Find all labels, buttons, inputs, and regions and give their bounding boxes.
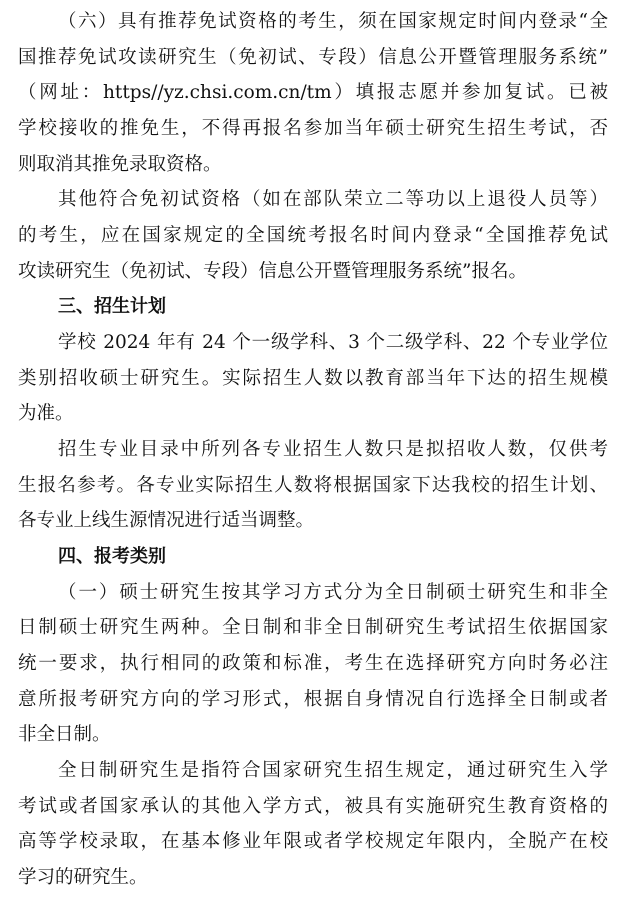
paragraph-line: 学习的研究生。 (18, 867, 148, 888)
paragraph-line: 全日制研究生是指符合国家研究生招生规定，通过研究生入学 (58, 760, 608, 781)
paragraph-line: 的考生，应在国家规定的全国统考报名时间内登录“全国推荐免试 (18, 225, 608, 246)
paragraph-line: 统一要求，执行相同的政策和标准，考生在选择研究方向时务必注 (18, 653, 608, 674)
paragraph-line: 各专业上线生源情况进行适当调整。 (18, 510, 315, 531)
paragraph-line: （一）硕士研究生按其学习方式分为全日制硕士研究生和非全 (58, 582, 608, 603)
paragraph-line: 国推荐免试攻读研究生（免初试、专段）信息公开暨管理服务系统” (18, 47, 608, 68)
paragraph-line: 则取消其推免录取资格。 (18, 154, 222, 175)
paragraph-line: （六）具有推荐免试资格的考生，须在国家规定时间内登录“全 (58, 11, 608, 32)
paragraph-line: 考试或者国家承认的其他入学方式，被具有实施研究生教育资格的 (18, 796, 608, 817)
section-heading: 四、报考类别 (58, 546, 166, 567)
paragraph-line: 学校接收的推免生，不得再报名参加当年硕士研究生招生考试，否 (18, 118, 608, 139)
paragraph-line: 日制硕士研究生两种。全日制和非全日制研究生考试招生依据国家 (18, 617, 608, 638)
paragraph-line: 非全日制。 (18, 724, 111, 745)
paragraph-line: 类别招收硕士研究生。实际招生人数以教育部当年下达的招生规模 (18, 368, 608, 389)
paragraph-line: 为准。 (18, 403, 74, 424)
paragraph-line: 招生专业目录中所列各专业招生人数只是拟招收人数，仅供考 (58, 439, 608, 460)
paragraph-line: 意所报考研究方向的学习形式，根据自身情况自行选择全日制或者 (18, 689, 608, 710)
paragraph-line: 其他符合免初试资格（如在部队荣立二等功以上退役人员等） (58, 189, 608, 210)
section-heading: 三、招生计划 (58, 296, 166, 317)
paragraph-line: 生报名参考。各专业实际招生人数将根据国家下达我校的招生计划、 (18, 475, 608, 496)
paragraph-line: （网址：https//yz.chsi.com.cn/tm）填报志愿并参加复试。已被 (18, 82, 608, 103)
paragraph-line: 学校 2024 年有 24 个一级学科、3 个二级学科、22 个专业学位 (58, 332, 608, 353)
paragraph-line: 高等学校录取，在基本修业年限或者学校规定年限内，全脱产在校 (18, 831, 608, 852)
paragraph-line: 攻读研究生（免初试、专段）信息公开暨管理服务系统”报名。 (18, 261, 527, 282)
